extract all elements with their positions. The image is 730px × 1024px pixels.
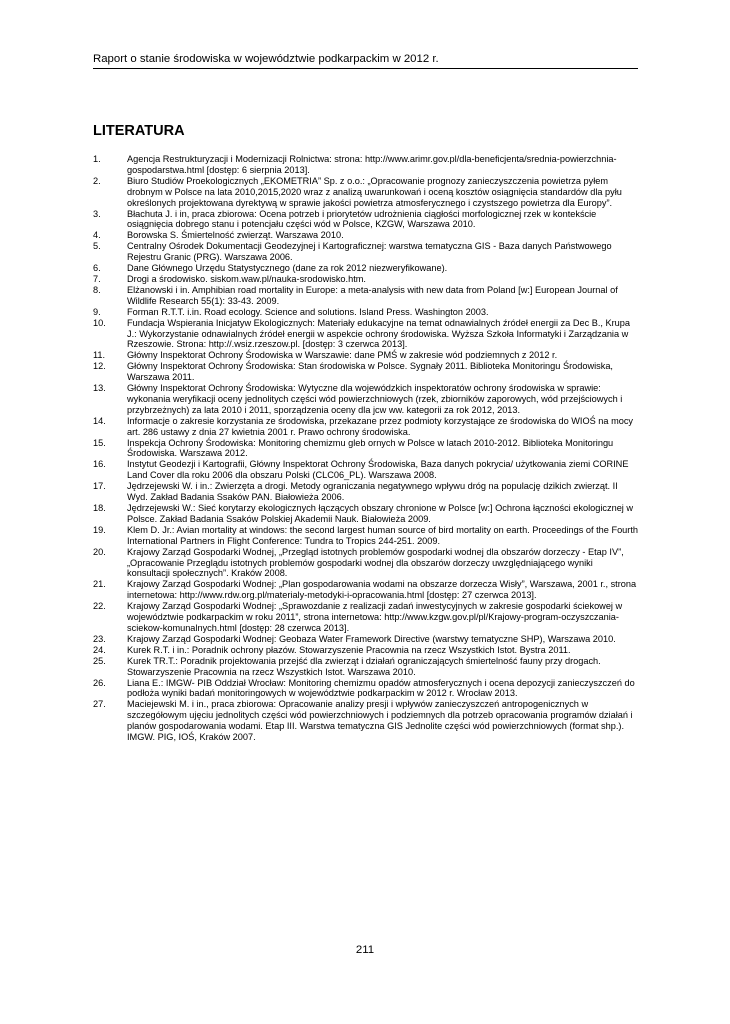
reference-item (93, 285, 638, 307)
reference-text: Jędrzejewski W. i in.: Zwierzęta a drogi. Metody ograniczania negatywnego wpływu dróg na populację dzikich zwierząt. II Wyd. Zakład Badania Ssaków PAN. Białowieża 2006. (127, 481, 618, 503)
reference-number: 27. (93, 699, 106, 710)
reference-number: 17. (93, 481, 106, 492)
reference-item (93, 579, 638, 601)
reference-text: Kurek TR.T.: Poradnik projektowania przejść dla zwierząt i działań ograniczających śmiertelność fauny przy drogach. Stowarzyszenie Pracownia na rzecz Wszystkich Istot. Warszawa 2010. (127, 655, 601, 677)
reference-text: Informacje o zakresie korzystania ze środowiska, przekazane przez podmioty korzystające ze środowiska do WIOŚ na mocy art. 286 ustawy z dnia 27 kwietnia 2001 r. Prawo ochrony środowiska. (127, 415, 634, 437)
reference-list (93, 154, 638, 743)
reference-number: 13. (93, 383, 106, 394)
reference-text: Forman R.T.T. i.in. Road ecology. Science and solutions. Island Press. Washington 2003. (127, 306, 489, 317)
reference-item (93, 318, 638, 351)
reference-number: 8. (93, 284, 101, 295)
reference-item (93, 209, 638, 231)
reference-text: Klem D. Jr.: Avian mortality at windows: the second largest human source of bird mortality on earth. Proceedings of the Fourth International Partners in Flight Conference: Tundra to Tropics 244-251. 2009. (127, 524, 639, 546)
reference-text: Inspekcja Ochrony Środowiska: Monitoring chemizmu gleb ornych w Polsce w latach 2010-2012. Biblioteka Monitoringu Środowiska. Warszawa 2012. (127, 437, 614, 459)
reference-item (93, 699, 638, 743)
reference-item (93, 263, 638, 274)
reference-text: Biuro Studiów Proekologicznych „EKOMETRIA” Sp. z o.o.: „Opracowanie prognozy zanieczyszczenia powietrza pyłem drobnym w Polsce na lata 2010,2015,2020 wraz z analizą uwarunkowań i oceną kosztów osiągnięcia standardów dla pyłu określonych projektowana dyrektywą w sprawie jakości powietrza atmosferycznego i czystszego powietrza dla Europy”. (127, 175, 622, 208)
reference-text: Krajowy Zarząd Gospodarki Wodnej: „Plan gospodarowania wodami na obszarze dorzecza Wisły”, Warszawa, 2001 r., strona internetowa: http://www.rdw.org.pl/materialy-metodyki-i-opracowania.html [dostęp: 27 czerwca 2013]. (127, 579, 637, 601)
reference-number: 20. (93, 546, 106, 557)
reference-item (93, 678, 638, 700)
reference-item (93, 154, 638, 176)
reference-number: 19. (93, 524, 106, 535)
reference-number: 15. (93, 437, 106, 448)
page-number: 211 (355, 944, 375, 956)
reference-text: Główny Inspektorat Ochrony Środowiska: Stan środowiska w Polsce. Sygnały 2011. Biblioteka Monitoringu Środowiska, Warszawa 2011. (127, 361, 613, 383)
reference-number: 9. (93, 306, 101, 317)
reference-text: Borowska S. Śmiertelność zwierząt. Warszawa 2010. (127, 230, 344, 241)
reference-text: Krajowy Zarząd Gospodarki Wodnej: Geobaza Water Framework Directive (warstwy tematyczne SHP), Warszawa 2010. (127, 633, 616, 644)
reference-item (93, 230, 638, 241)
reference-item (93, 634, 638, 645)
reference-text: Jędrzejewski W.: Sieć korytarzy ekologicznych łączących obszary chronione w Polsce [w:] Ochrona łączności ekologicznej w Polsce. Zakład Badania Ssaków Polskiej Akademii Nauk. Białowieża 2009. (127, 503, 634, 524)
reference-number: 16. (93, 459, 106, 470)
reference-text: Krajowy Zarząd Gospodarki Wodnej, „Przegląd istotnych problemów gospodarki wodnej dla obszarów dorzeczy - Etap IV”, „Opracowanie Przeglądu istotnych problemów gospodarki wodnej dla obszarów dorzeczy uwzględniającego wyniki konsultacji społecznych”. Kraków 2008. (127, 546, 624, 579)
reference-text: Elżanowski i in. Amphibian road mortality in Europe: a meta-analysis with new data from Poland [w:] European Journal of Wildlife Research 55(1): 33-43. 2009. (127, 284, 618, 306)
reference-number: 23. (93, 633, 106, 644)
reference-number: 5. (93, 241, 101, 252)
reference-text: Główny Inspektorat Ochrony Środowiska: Wytyczne dla wojewódzkich inspektoratów ochrony środowiska w sprawie: wykonania weryfikacji oceny jednolitych części wód powierzchniowych (rzek, zbiorników zaporowych, wód przejściowych i przybrzeżnych) za lata 2010 i 2011, sporządzenia oceny dla jcw ww. kategorii za rok 2012, 2013. (127, 383, 623, 415)
section-title: LITERATURA (93, 123, 185, 139)
reference-item (93, 383, 638, 416)
reference-text: Błachuta J. i in, praca zbiorowa: Ocena potrzeb i priorytetów udrożnienia ciągłości morfologicznej rzek w kontekście osiągnięcia dobrego stanu i potencjału części wód w Polsce, KZGW, Warszawa 2010. (127, 208, 597, 230)
reference-item (93, 547, 638, 580)
reference-item (93, 525, 638, 547)
reference-number: 4. (93, 230, 101, 241)
reference-number: 14. (93, 415, 106, 426)
reference-text: Krajowy Zarząd Gospodarki Wodnej: „Sprawozdanie z realizacji zadań inwestycyjnych w zakresie gospodarki ściekowej w województwie podkarpackim w roku 2011”, strona internetowa: http://www.kzgw.gov.pl/pl/Krajowy-program-oczyszczania-sciekow-komunalnych.html [dostęp: 28 czerwca 2013]. (127, 601, 623, 633)
reference-number: 2. (93, 175, 101, 186)
reference-item (93, 416, 638, 438)
header-rule (93, 68, 638, 69)
reference-text: Agencja Restrukturyzacji i Modernizacji Rolnictwa: strona: http://www.arimr.gov.pl/dla-beneficjenta/srednia-powierzchnia-gospodarstwa.html [dostęp: 6 sierpnia 2013]. (127, 154, 617, 175)
reference-number: 10. (93, 317, 106, 328)
reference-text: Instytut Geodezji i Kartografii, Główny Inspektorat Ochrony Środowiska, Baza danych pokrycia/ użytkowania ziemi CORINE Land Cover dla roku 2006 dla obszaru Polski (CLC06_PL). Warszawa 2008. (127, 459, 629, 481)
reference-text: Główny Inspektorat Ochrony Środowiska w Warszawie: dane PMŚ w zakresie wód podziemnych z 2012 r. (127, 350, 558, 361)
reference-text: Dane Głównego Urzędu Statystycznego (dane za rok 2012 niezweryfikowane). (127, 263, 448, 274)
reference-text: Drogi a środowisko. siskom.waw.pl/nauka-srodowisko.htm. (127, 273, 366, 284)
reference-item (93, 481, 638, 503)
reference-text: Centralny Ośrodek Dokumentacji Geodezyjnej i Kartograficznej: warstwa tematyczna GIS - Baza danych Państwowego Rejestru Granic (PRG). Warszawa 2006. (127, 241, 612, 263)
running-header: Raport o stanie środowiska w województwie podkarpackim w 2012 r. (93, 53, 439, 65)
reference-item (93, 459, 638, 481)
reference-item (93, 601, 638, 634)
reference-item (93, 307, 638, 318)
reference-number: 25. (93, 655, 106, 666)
reference-item (93, 361, 638, 383)
reference-number: 26. (93, 677, 106, 688)
reference-text: Maciejewski M. i in., praca zbiorowa: Opracowanie analizy presji i wpływów zanieczyszczeń antropogenicznych w szczegółowym ujęciu jednolitych części wód powierzchniowych i podziemnych dla potrzeb opracowania programów działań i planów gospodarowania wodami. Etap III. Warstwa tematyczna GIS Jednolite części wód powierzchniowych (format shp.). IMGW. PIG, IOŚ, Kraków 2007. (127, 699, 633, 743)
reference-item (93, 176, 638, 209)
reference-item (93, 645, 638, 656)
reference-item (93, 241, 638, 263)
reference-number: 18. (93, 503, 106, 513)
reference-number: 7. (93, 273, 101, 284)
reference-text: Liana E.: IMGW- PIB Oddział Wrocław: Monitoring chemizmu opadów atmosferycznych i ocena depozycji zanieczyszczeń do podłoża wyniki badań monitoringowych w województwie podkarpackim w 2012 r. Wrocław 2013. (127, 677, 635, 699)
reference-number: 6. (93, 263, 101, 274)
reference-item (93, 438, 638, 460)
reference-number: 24. (93, 644, 106, 655)
reference-item (93, 350, 638, 361)
reference-number: 21. (93, 579, 106, 590)
reference-item (93, 503, 638, 525)
reference-text: Fundacja Wspierania Inicjatyw Ekologicznych: Materiały edukacyjne na temat odnawialnych źródeł energii za Dec B., Krupa J.: Wykorzystanie odnawialnych źródeł energii w aspekcie ochrony środowiska. Wyższa Szkoła Informatyki i Zarządzania w Rzeszowie. Strona: http://.wsiz.rzeszow.pl. [dostęp: 3 czerwca 2013]. (127, 317, 631, 350)
reference-item (93, 656, 638, 678)
reference-number: 22. (93, 601, 106, 612)
reference-number: 3. (93, 208, 101, 219)
reference-number: 1. (93, 154, 101, 164)
reference-item (93, 274, 638, 285)
reference-number: 12. (93, 361, 106, 372)
reference-number: 11. (93, 350, 106, 361)
reference-text: Kurek R.T. i in.: Poradnik ochrony płazów. Stowarzyszenie Pracownia na rzecz Wszystkich Istot. Bystra 2011. (127, 644, 571, 655)
